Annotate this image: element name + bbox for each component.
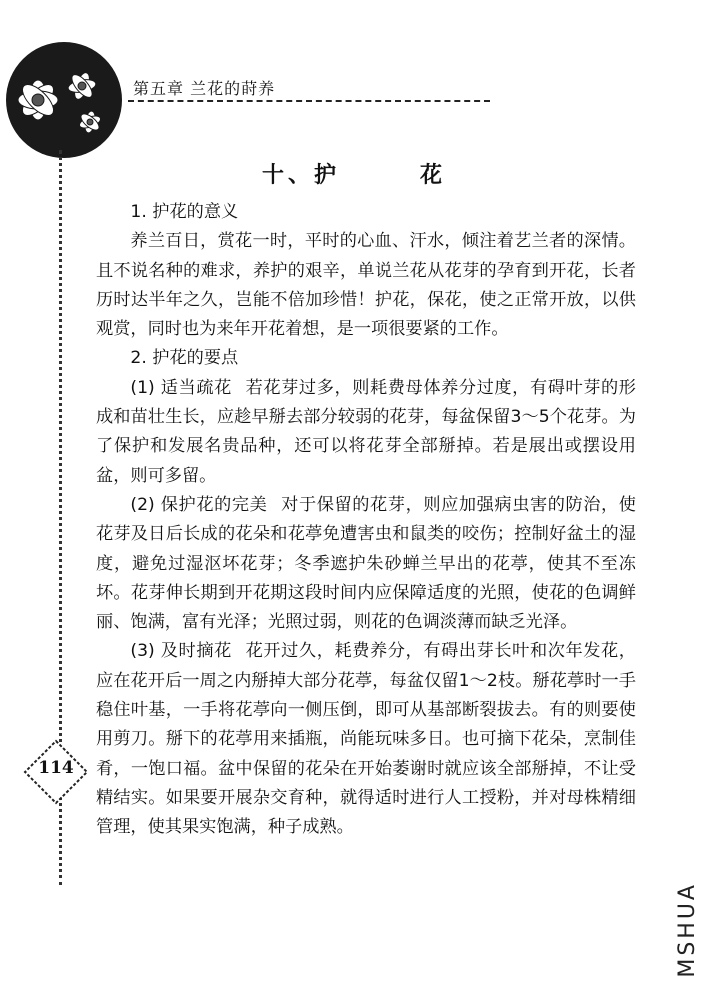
- page-body: [96, 198, 636, 843]
- paragraph-3-text: 对于保留的花芽，则应加强病虫害的防治，使花芽及日后长成的花朵和花葶免遭害虫和鼠类的咬伤；控制好盆土的湿度，避免过湿沤坏花芽；冬季遮护朱砂蝉兰早出的花葶，使其不至冻坏。花芽伸长期到开花期这段时间内应保障适度的光照，使花的色调鲜丽、饱满，富有光泽；光照过弱，则花的色调淡薄而缺乏光泽。: [96, 494, 636, 633]
- paragraph-2: [96, 374, 636, 491]
- paragraph-2-lead: (1) 适当疏花: [130, 377, 232, 398]
- side-decoration-chain: [59, 150, 62, 750]
- subsection-heading-1: 1. 护花的意义: [130, 202, 239, 222]
- paragraph-4: [96, 637, 636, 842]
- paragraph-4-lead: (3) 及时摘花: [130, 641, 232, 662]
- chapter-flower-emblem: [4, 40, 124, 160]
- page-number: 114: [38, 758, 74, 778]
- watermark: MSHUA: [675, 882, 700, 978]
- header-divider: [128, 100, 490, 102]
- paragraph-2-text: 若花芽过多，则耗费母体养分过度，有碍叶芽的形成和苗壮生长，应趁早掰去部分较弱的花芽，每盆保留3～5个花芽。为了保护和发展名贵品种，还可以将花芽全部掰掉。若是展出或摆设用盆，则可多留。: [96, 377, 636, 486]
- paragraph-1: 养兰百日，赏花一时，平时的心血、汗水，倾注着艺兰者的深情。且不说名种的难求，养护的艰辛，单说兰花从花芽的孕育到开花，长者历时达半年之久，岂能不倍加珍惜！护花，保花，使之正常开放，以供观赏，同时也为来年开花着想，是一项很要紧的工作。: [96, 231, 636, 340]
- section-title-part2: 花: [420, 162, 447, 188]
- chapter-header: 第五章 兰花的莳养: [133, 79, 276, 98]
- section-title: [0, 158, 708, 189]
- paragraph-4-text: 花开过久，耗费养分，有碍出芽长叶和次年发花，应在花开后一周之内掰掉大部分花葶，每盆仅留1～2枝。掰花葶时一手稳住叶基，一手将花葶向一侧压倒，即可从基部断裂拔去。有的则要使用剪刀。掰下的花葶用来插瓶，尚能玩味多日。也可摘下花朵，烹制佳肴，一饱口福。盆中保留的花朵在开始萎谢时就应该全部掰掉，不让受精结实。如果要开展杂交育种，就得适时进行人工授粉，并对母株精细管理，使其果实饱满，种子成熟。: [96, 641, 636, 838]
- paragraph-3-lead: (2) 保护花的完美: [130, 494, 268, 515]
- paragraph-3: [96, 491, 636, 637]
- section-title-part1: 十、护: [261, 162, 340, 188]
- subsection-heading-2: 2. 护花的要点: [130, 348, 239, 369]
